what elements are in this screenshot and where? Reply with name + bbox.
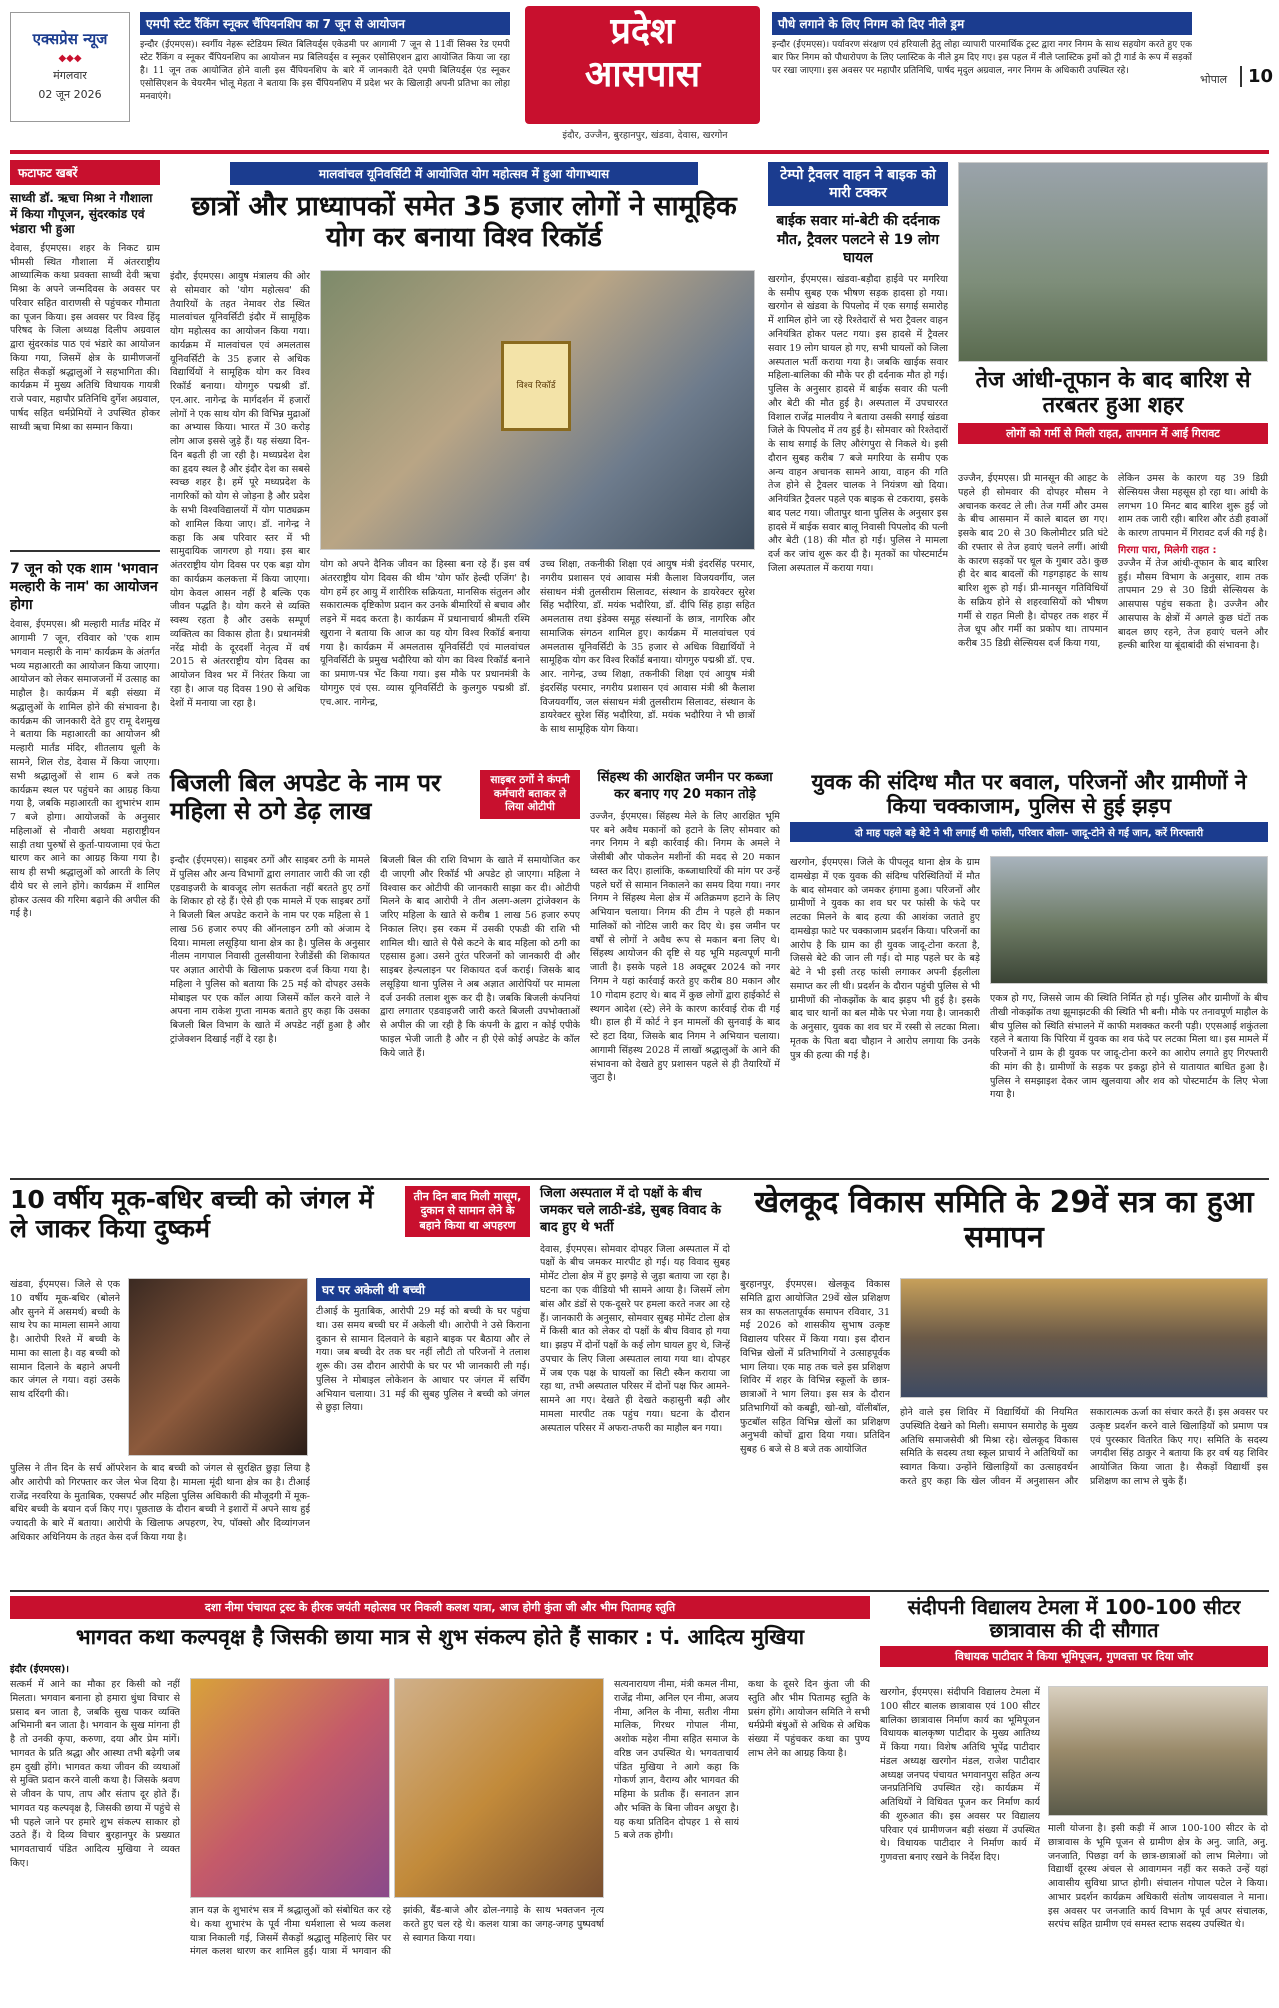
sports-col2: होने वाले इस शिविर में विद्यार्थियों की नियमित उपस्थिति देखने को मिली। समापन समारोह के मुख्य अतिथि समाजसेवी श्री मिश्रा रहे। खेलकूद विकास समिति के सदस्य तथा स्कूल प्राचार्य ने अतिथियों का स्वागत किया। उन्होंने खिलाड़ियों का उत्साहवर्धन करते हुए कहा कि खेल जीवन में अनुशासन और सकारात्मक ऊर्जा का संचार करते हैं। इस अवसर पर उत्कृष्ट प्रदर्शन करने वाले खिलाड़ियों को प्रमाण पत्र एवं पुरस्कार वितरित किए गए। समिति के सदस्य जगदीश सिंह ठाकुर ने बताया कि हर वर्ष यह शिविर आयोजित किया जाता है। सैकड़ों विद्यार्थी इस प्रशिक्षण का लाभ ले चुके हैं। — [900, 1407, 1268, 1487]
girl-text3: टीआई के मुताबिक, आरोपी 29 मई को बच्ची के घर पहुंचा था। उस समय बच्ची घर में अकेली थी। आरोपी ने उसे किराना दुकान से सामान दिलवाने के बहाने बाइक पर बैठाया और ले गया। जब बच्ची देर तक घर नहीं लौटी तो परिजनों ने तलाश शुरू की। उस दौरान आरोपी के घर पर भी जानकारी ली गई। पुलिस ने मोबाइल लोकेशन के आधार पर जंगल में सर्चिंग अभियान चलाया। 31 मई की सुबह पुलिस ने बच्ची को जंगल से छुड़ा लिया। — [316, 1306, 530, 1414]
youth-col1: खरगोन, ईएमएस। जिले के पीपलूद थाना क्षेत्र के ग्राम दामखेड़ा में एक युवक की संदिग्ध परिस्थितियों में मौत के बाद सोमवार को जमकर हंगामा हुआ। परिजनों और ग्रामीणों ने युवक का शव घर पर फांसी के फंदे पर लटका मिलने के बाद हत्या की आशंका जताते हुए दामखेड़ा फाटे पर चक्काजाम प्रदर्शन किया। परिजनों का आरोप है कि ग्राम का ही युवक जादू-टोना करता है, जिससे बेटे की जान ली गई। दो माह पहले घर के बड़े बेटे ने भी इसी तरह फांसी लगाकर अपनी ईहलीला समाप्त कर ली थी। प्रदर्शन के दौरान पहुंची पुलिस से भी ग्रामीणों की नोकझोंक के बाद झड़प भी हुई है। इसके बाद चार थानों का बल मौके पर भेजा गया है। जानकारी के अनुसार, युवक का शव घर में रस्सी से लटका मिला। मृतक के पिता बदा चौहान ने आरोप लगाया कि उनके पुत्र की हत्या की गई है। — [790, 857, 980, 1061]
bhagwat-col2: ज्ञान यज्ञ के शुभारंभ सत्र में श्रद्धालुओं को संबोधित कर रहे थे। कथा शुभारंभ के पूर्व नीमा धर्मशाला से भव्य कलश यात्रा निकाली गई, जिसमें सैकड़ों श्रद्धालु महिलाएं सिर पर मंगल कलश धारण कर शामिल हुईं। यात्रा में भगवान की झांकी, बैंड-बाजे और ढोल-नगाड़े के साथ भक्तजन नृत्य करते हुए चल रहे थे। कलश यात्रा का जगह-जगह पुष्पवर्षा से स्वागत किया गया। — [190, 1905, 604, 1958]
hospital-text: देवास, ईएमएस। सोमवार दोपहर जिला अस्पताल में दो पक्षों के बीच जमकर मारपीट हो गई। यह विवाद सुबह मोमेंट टोला क्षेत्र में हुए झगड़े से जुड़ा बताया जा रहा है। घटना का एक वीडियो भी सामने आया है। जिसमें लोग बांस और डंडों से एक-दूसरे पर हमला करते नजर आ रहे हैं। जानकारी के अनुसार, सोमवार सुबह मोमेंट टोला क्षेत्र में किसी बात को लेकर दो पक्षों के बीच विवाद हो गया था। झड़प में दोनों पक्षों के कई लोग घायल हुए थे, जिन्हें उपचार के लिए जिला अस्पताल लाया गया था। दोपहर में जब एक पक्ष के घायलों का सिटी स्कैन कराया जा रहा था, तभी अस्पताल परिसर में दोनों पक्ष फिर आमने-सामने आ गए। देखते ही देखते कहासुनी बढ़ी और मामला मारपीट तक पहुंच गया। घटना के दौरान अस्पताल परिसर में अफरा-तफरी का माहौल बन गया। — [540, 1243, 730, 1434]
girl-box: तीन दिन बाद मिली मासूम, दुकान से सामान लेने के बहाने किया था अपहरण — [405, 1186, 530, 1237]
youth-story — [790, 770, 1268, 1170]
storm-photo — [958, 162, 1268, 362]
sandipani-headline: संदीपनी विद्यालय टेमला में 100-100 सीटर छात्रावास की दी सौगात — [907, 1595, 1241, 1642]
youth-strap: दो माह पहले बड़े बेटे ने भी लगाई थी फांसी, परिवार बोला- जादू-टोने से गई जान, करें गिरफ्तारी — [790, 822, 1268, 842]
yoga-story — [170, 162, 758, 762]
girl-subbox — [316, 1278, 530, 1578]
bijli-headline: बिजली बिल अपडेट के नाम पर महिला से ठगे डेढ़ लाख — [170, 769, 441, 825]
bhagwat-col1: सत्कर्म में आने का मौका हर किसी को नहीं मिलता। भगवान बनाना हो हमारा धुंधा विचार से प्रसाद बन जाता है, जबकि सुख पाकर व्यक्ति अभिमानी बन जाता है। भगवान के सुख मांगना ही है तो उनकी कृपा, करुणा, दया और प्रेम मांगें। भागवत के प्रति श्रद्धा और आस्था तभी बढ़ेगी जब हम दुखी होंगे। भागवत कथा जीवन की व्यथाओं से मुक्ति प्रदान करने वाली कथा है। जिसके श्रवण से जीवन के पाप, ताप और संताप दूर होते हैं। भागवत यह कल्पवृक्ष है, जिसकी छाया में पहुंचे से भी पहले जाने पर हमारे शुभ संकल्प साकार हो उठते हैं। ये दिव्य विचार बुरहानपुर के प्रख्यात भागवताचार्य पंडित आदित्य मुखिया ने व्यक्त किए। — [10, 1679, 180, 1869]
storm-col2-wrap — [1118, 472, 1268, 760]
brand-title-1: प्रदेश — [610, 11, 675, 52]
divider — [10, 550, 160, 552]
masthead-left — [10, 12, 130, 122]
ornament-icon: ◆◆◆ — [58, 53, 82, 64]
masthead-rule — [10, 150, 1269, 154]
cities-line: इंदौर, उज्जैन, बुरहानपुर, खंडवा, देवास, खरगोन — [562, 130, 728, 141]
paper-name: एक्सप्रेस न्यूज — [32, 30, 108, 48]
sports-col1: बुरहानपुर, ईएमएस। खेलकूद विकास समिति द्वारा आयोजित 29वें खेल प्रशिक्षण सत्र का सफलतापूर्वक समापन रविवार, 31 मई 2026 को शासकीय सुभाष उत्कृष्ट विद्यालय परिसर में किया गया। इस दौरान विभिन्न खेलों में प्रतिभागियों ने उत्साहपूर्वक भाग लिया। एक माह तक चले इस प्रशिक्षण शिविर में शहर के विभिन्न स्कूलों के छात्र-छात्राओं ने भाग लिया। इस सत्र के दौरान प्रतिभागियों को कबड्डी, खो-खो, वॉलीबॉल, फुटबॉल सहित विभिन्न खेलों का प्रशिक्षण अनुभवी कोचों द्वारा दिया गया। प्रतिदिन सुबह 6 बजे से 8 बजे तक आयोजित — [740, 1279, 890, 1456]
bijli-col2: बिजली बिल की राशि विभाग के खाते में समायोजित कर दी जाएगी और रिकॉर्ड भी अपडेट हो जाएगा। महिला ने विश्वास कर ओटीपी की जानकारी साझा कर दी। ओटीपी मिलने के बाद आरोपी ने तीन अलग-अलग ट्रांजेक्शन के जरिए महिला के खाते से करीब 1 लाख 56 हजार रुपए निकाल लिए। इस रकम में उसकी एफडी की राशि भी शामिल थी। खाते से पैसे कटने के बाद महिला को ठगी का एहसास हुआ। उसने तुरंत परिजनों को जानकारी दी और साइबर हेल्पलाइन पर शिकायत दर्ज कराई। जिसके बाद लसूड़िया थाना पुलिस ने अब अज्ञात आरोपियों पर मामला दर्ज उनकी तलाश शुरू कर दी है। जबकि बिजली कंपनियां द्वारा लगातार एडवाइजरी जारी करते बिजली उपभोक्ताओं से अपील की जा रही है कि कंपनी के द्वारा न कोई एपीके फाइल भेजी जाती है और न ही ऐसे कोई अपडेट के कॉल किये जाते हैं। — [380, 855, 580, 1059]
bhagwat-story — [10, 1596, 870, 2001]
yoga-headline: छात्रों और प्राध्यापकों समेत 35 हजार लोगों ने सामूहिक योग कर बनाया विश्व रिकॉर्ड — [191, 191, 737, 254]
storm-story — [958, 162, 1268, 762]
bhagwat-photo-1 — [190, 1678, 390, 1898]
girl-text1: खंडवा, ईएमएस। जिले से एक 10 वर्षीय मूक-बधिर (बोलने और सुनने में असमर्थ) बच्ची के साथ रेप का मामला सामने आया है। आरोपी रिश्ते में बच्ची के मामा का साला है। वह बच्ची को सामान दिलाने के बहाने अपनी कार जंगल ले गया। वहां उसके साथ दरिंदगी की। — [10, 1279, 120, 1401]
section-rule-2 — [10, 1590, 1269, 1592]
certificate-icon: विश्व रिकॉर्ड — [501, 341, 571, 431]
page-city: भोपाल — [1200, 73, 1228, 86]
tempo-headline: टेम्पो ट्रैवलर वाहन ने बाइक को मारी टक्कर — [768, 162, 948, 206]
girl-text2: पुलिस ने तीन दिन के सर्च ऑपरेशन के बाद बच्ची को जंगल से सुरक्षित छुड़ा लिया है और आरोपी को गिरफ्तार कर जेल भेज दिया है। मामला मूंदी थाना क्षेत्र का है। टीआई राजेंद्र नरवरिया के मुताबिक, एक्सपर्ट और महिला पुलिस अधिकारी की मौजूदगी में मूक-बधिर बच्ची के बयान दर्ज किए गए। पूछताछ के दौरान बच्ची ने इशारों में अपने साथ हुई ज्यादती के बारे में बताया। आरोपी के खिलाफ अपहरण, रेप, पॉक्सो और दिव्यांगजन अधिकार अधिनियम के तहत केस दर्ज किया गया है। — [10, 1463, 310, 1543]
fatafat-story2-headline: 7 जून को एक शाम 'भगवान मल्हारी के नाम' का आयोजन होगा — [10, 560, 158, 614]
girl-illustration — [128, 1278, 308, 1456]
sports-headline: खेलकूद विकास समिति के 29वें सत्र का हुआ समापन — [754, 1185, 1254, 1255]
weekday: मंगलवार — [53, 69, 87, 82]
bhagwat-headline: भागवत कथा कल्पवृक्ष है जिसकी छाया मात्र से शुभ संकल्प होते हैं साकार : पं. आदित्य मुखिया — [75, 1625, 805, 1649]
yoga-col3: योग को अपने दैनिक जीवन का हिस्सा बना रहे हैं। इस वर्ष अंतरराष्ट्रीय योग दिवस की थीम 'योग फॉर हेल्दी एजिंग' है। योग हमें हर आयु में शारीरिक सक्रियता, मानसिक संतुलन और सकारात्मक दृष्टिकोण प्रदान कर उनके बीमारियों से बचाव और लड़ने में मदद करता है। कार्यक्रम में प्रधानाचार्य श्रीमती रश्मि खुराना ने बताया कि आज का यह योग विश्व रिकॉर्ड बनाया गया है। कार्यक्रम में अमलतास यूनिवर्सिटी एवं मालवांचल यूनिवर्सिटी के प्रमुख भदौरिया को योग का विश्व रिकॉर्ड बनाने का प्रमाण-पत्र भेंट किया गया। इस मौके पर प्रधानमंत्री के योगगुरु एवं एस. व्यास यूनिवर्सिटी के कुलगुरु पद्मश्री डॉ. एच.आर. नागेन्द्र, — [320, 559, 530, 708]
sandipani-photo — [1048, 1686, 1268, 1816]
girl-story — [10, 1186, 530, 1586]
storm-headline: तेज आंधी-तूफान के बाद बारिश से तरबतर हुआ शहर — [975, 368, 1251, 419]
tempo-story — [768, 162, 948, 762]
youth-headline: युवक की संदिग्ध मौत पर बवाल, परिजनों और ग्रामीणों ने किया चक्काजाम, पुलिस से हुई झड़प — [811, 770, 1247, 819]
bijli-col1: इन्दौर (ईएमएस)। साइबर ठगों और साइबर ठगी के मामले में पुलिस और अन्य विभागों द्वारा लगातार जारी की जा रही एडवाइजरी के बावजूद लोग सतर्कता नहीं बरतते हुए ठगों के शिकार हो रहे हैं। ऐसे ही एक मामले में एक साइबर ठगों ने बिजली बिल अपडेट कराने के नाम पर एक महिला से 1 लाख 56 हजार रुपए की ऑनलाइन ठगी को अंजाम दे दिया। मामला लसूड़िया थाना क्षेत्र का है। पुलिस के अनुसार नीलम नागपाल निवासी तुलसीयाना रेजीडेंसी की शिकायत पर अज्ञात आरोपी के खिलाफ प्रकरण दर्ज किया गया है। महिला ने पुलिस को बताया कि 25 मई को दोपहर उसके मोबाइल पर एक कॉल आया जिसमें कॉल करने वाले ने अपना नाम राकेश गुप्ता नामक बताते हुए कहा कि उसका बिजली बिल विभाग के खाते में अपडेट नहीं हुआ है और ट्रांजेक्शन दिखाई नहीं दे रहा है। — [170, 855, 370, 1045]
masthead — [0, 0, 1279, 142]
bhagwat-col3: सत्यनारायण नीमा, मंत्री कमल नीमा, राजेंद्र नीमा, अनिल एन नीमा, अजय नीमा, अनिल के नीमा, सतीश नीमा मालिक, गिरधर गोपाल नीमा, अशोक महेश नीमा सहित समाज के वरिष्ठ जन उपस्थित थे। भगवताचार्य पंडित मुखिया ने आगे कहा कि गोकर्ण ज्ञान, वैराग्य और भागवत की महिमा के प्रतीक हैं। सनातन ज्ञान और भक्ति के बिना जीवन अधूरा है। यह कथा प्रतिदिन दोपहर 1 से सायं 5 बजे तक होगी। — [614, 1679, 739, 1842]
bijli-story — [170, 770, 580, 1170]
bhagwat-col4: कथा के दूसरे दिन कुंता जी की स्तुति और भीम पितामह स्तुति के प्रसंग होंगे। आयोजन समिति ने सभी धर्मप्रेमी बंधुओं से अधिक से अधिक संख्या में पहुंचकर कथा का पुण्य लाभ लेने का आग्रह किया है। — [748, 1679, 870, 1759]
fatafat-label: फटाफट खबरें — [10, 160, 160, 185]
storm-col2: लेकिन उमस के कारण यह 39 डिग्री सेल्सियस जैसा महसूस हो रहा था। आंधी के लगभग 10 मिनट बाद बारिश शुरू हुई जो शाम तक जारी रही। बारिश और ठंडी हवाओं के कारण तापमान में गिरावट दर्ज की गई है। — [1118, 473, 1268, 540]
youth-col2: एकत्र हो गए, जिससे जाम की स्थिति निर्मित हो गई। पुलिस और ग्रामीणों के बीच तीखी नोकझोंक तथा झूमाझटकी की स्थिति भी बनी। मौके पर तनावपूर्ण माहौल के बीच पुलिस को स्थिति संभालने में काफी मशक्कत करनी पड़ी। एएसआई शकुंतला रहले ने बताया कि पिरिया में युवक का शव फंदे पर लटका मिला था। इस मामले में परिजनों ने ग्राम के ही युवक पर जादू-टोना करने का आरोप लगाते हुए गिरफ्तारी की मांग की है। ग्रामीणों के सड़क पर इकट्ठा होने से यातायात बाधित हुआ है। पुलिस ने समझाइश देकर जाम खुलवाया और शव को पोस्टमार्टम के लिए भेजा गया है। — [990, 993, 1268, 1101]
top-right-story — [772, 12, 1192, 130]
girl-headline: 10 वर्षीय मूक-बधिर बच्ची को जंगल में ले जाकर किया दुष्कर्म — [10, 1185, 374, 1243]
top-left-headline: एमपी स्टेट रैंकिंग स्नूकर चैंपियनशिप का 7 जून से आयोजन — [140, 12, 510, 35]
top-left-text: इन्दौर (ईएमएस)। स्वर्गीय नेहरू स्टेडियम स्थित बिलियर्ड्स एकेडमी पर आगामी 7 जून से 11वीं सिक्स रेड एमपी स्टेट रैंकिंग व स्नूकर चैंपियनशिप का आयोजन मप्र बिलियर्ड्स व स्नूकर एसोसिएशन द्वारा आयोजित किया जा रहा है। 11 जून तक आयोजित होने वाली इस चैंपियनशिप के बारे में जानकारी देते एमपी बिलियर्ड्स एंड स्नूकर एसोसिएशन के चेयरमैन भोलू मेहता ने बताया कि इस चैंपियनशिप में प्रदेश भर के खिलाड़ी अपनी प्रतिभा का लोहा मनवाएंगे। — [140, 40, 510, 103]
tempo-text: खरगोन, ईएमएस। खंडवा-बड़ौदा हाईवे पर मगरिया के समीप सुबह एक भीषण सड़क हादसा हो गया। खरगोन से खंडवा के पिपलोद में एक सगाई समारोह में शामिल होने जा रहे रिश्तेदारों से भरा ट्रैवलर वाहन अनियंत्रित होकर पलट गया। इस हादसे में ट्रैवलर सवार 19 लोग घायल हो गए, सभी घायलों को जिला अस्पताल भर्ती कराया गया है। जबकि खाईक सवार महिला-बालिका की मौके पर ही दर्दनाक मौत हो गई। पुलिस के अनुसार हादसे में बाईक सवार की पत्नी और बेटी की मौत हुई है। अस्पताल में उपचाररत विशाल राजेंद्र मालवीय ने बताया उसकी सगाई खंडवा जिले के पिपलोद में तय हुई है। सोमवार को रिश्तेदारों के साथ सगाई के लिए औरंगपुरा से निकले थे। इसी दौरान सुबह करीब 7 बजे मगरिया के समीप एक अन्य वाहन अचानक सामने आया, वाहन की गति तेज होने से ट्रैवलर चालक ने नियंत्रण खो दिया। अनियंत्रित ट्रैवलर पहले एक बाइक से टकराया, इसके बाद पलट गया। जीतापुर थाना पुलिस के अनुसार इस हादसे में बाईक सवार बालू निवासी पिपलोद की पत्नी और बेटी (18) की मौत हो गई। पुलिस ने मामला दर्ज कर जांच शुरू कर दी है। मृतकों का पोस्टमार्टम जिला अस्पताल में कराया गया। — [768, 273, 948, 575]
fatafat-story2-text: देवास, ईएमएस। श्री मल्हारी मार्तंड मंदिर में आगामी 7 जून, रविवार को 'एक शाम भगवान मल्हारी के नाम' कार्यक्रम के अंतर्गत भव्य महाआरती का आयोजन किया जाएगा। आयोजन को लेकर समाजजनों में उत्साह का माहौल है। कार्यक्रम में बड़ी संख्या में श्रद्धालुओं के शामिल होने की संभावना है। कार्यक्रम की जानकारी देते हुए रामू देशमुख ने बताया कि महाआरती का आयोजन श्री मल्हारी मार्तंड मंदिर, शीतलाय धूली के सामने, शिल रोड, देवास में किया जाएगा। सभी श्रद्धालुओं से शाम 6 बजे तक कार्यक्रम स्थल पर पहुंचने का आग्रह किया गया है, जबकि महाआरती का शुभारंभ शाम 7 बजे होगा। आयोजकों के अनुसार महिलाओं से नौवारी अथवा महाराष्ट्रीयन साड़ी तथा पुरुषों से कुर्ता-पायजामा एवं फेटा धारण कर आने का आग्रह किया गया है। साथ ही सभी श्रद्धालुओं को आरती के लिए दीये घर से लाने होंगे। कार्यक्रम में शामिल होकर उत्सव की गरिमा बढ़ाने की अपील की गई है। — [10, 619, 160, 920]
storm-strap: लोगों को गर्मी से मिली राहत, तापमान में आई गिरावट — [958, 423, 1268, 444]
yoga-kicker: मालवांचल यूनिवर्सिटी में आयोजित योग महोत्सव में हुआ योगाभ्यास — [230, 162, 698, 185]
top-right-text: इन्दौर (ईएमएस)। पर्यावरण संरक्षण एवं हरियाली हेतु लोहा व्यापारी पारमार्थिक ट्रस्ट द्वारा नगर निगम के साथ सहयोग करते हुए एक बार फिर निगम को पौधारोपण के लिए प्लास्टिक के नीले ड्रम दिए गए। इस पहल में नीले प्लास्टिक ड्रमों को ट्री गार्ड के रूप में सड़कों पर रखा जाएगा। इस अवसर पर महापौर प्रतिनिधि, पार्षद मृदुल अग्रवाल, नगर निगम के अधिकारी उपस्थित रहे। — [772, 40, 1192, 77]
bijli-sidebox: साइबर ठगों ने कंपनी कर्मचारी बताकर ले लिया ओटीपी — [480, 770, 580, 819]
sandipani-col2: माली योजना है। इसी कड़ी में आज 100-100 सीटर के दो छात्रावास के भूमि पूजन से ग्रामीण क्षेत्र के अनु. जाति, अनु. जनजाति, पिछड़ा वर्ग के छात्र-छात्राओं को लाभ मिलेगा। जो विद्यार्थी दूरस्थ अंचल से आवागमन नहीं कर सकते उन्हें यहां आवासीय सुविधा प्राप्त होगी। संचालन गोपाल पटेल ने किया। आभार प्रदर्शन कार्यक्रम अधिकारी संतोष जायसवाल ने माना। इस अवसर पर जनजाति कार्य विभाग के पूर्व अपर संचालक, सरपंच सहित ग्रामीण एवं समस्त स्टाफ सदस्य उपस्थित थे। — [1048, 1823, 1268, 1931]
encroach-story — [590, 770, 780, 1170]
storm-col2b: उज्जैन में तेज आंधी-तूफान के बाद बारिश हुई। मौसम विभाग के अनुसार, शाम तक तापमान 29 से 30 डिग्री सेल्सियस के आसपास पहुंच सकता है। उज्जैन और आसपास के क्षेत्रों में अगले कुछ घंटों तक बादल छाए रहने, तेज हवाएं चलने और हल्की बारिश या बूंदाबांदी की संभावना है। — [1118, 557, 1268, 652]
hospital-story — [540, 1186, 730, 1586]
youth-photo — [990, 856, 1268, 984]
top-right-headline: पौधे लगाने के लिए निगम को दिए नीले ड्रम — [772, 12, 1192, 35]
bhagwat-dateline: इंदौर (ईएमएस)। — [10, 1664, 69, 1675]
yoga-col1: इंदौर, ईएमएस। आयुष मंत्रालय की ओर से सोमवार को 'योग महोत्सव' की तैयारियों के तहत नेमावर रोड स्थित मालवांचल यूनिवर्सिटी इंदौर में सामूहिक योग महोत्सव का आयोजन किया गया। कार्यक्रम में मालवांचल एवं अमलतास यूनिवर्सिटी के 35 हजार से अधिक विद्यार्थियों ने सामूहिक योग कर विश्व रिकॉर्ड बनाया। योगगुरु पद्मश्री डॉ. एन.आर. नागेन्द्र के मार्गदर्शन में हजारों लोगों ने एक साथ योग की विभिन्न मुद्राओं का अभ्यास किया। भारत में 30 करोड़ लोग आज इससे जुड़े हैं। यह संख्या दिन-दिन बढ़ती ही जा रही है। मध्यप्रदेश देश का हृदय स्थल है और इंदौर देश का सबसे स्वच्छ शहर है। हमें पूरे मध्यप्रदेश के नागरिकों को योग से जोड़ना है और प्रदेश के सभी विश्वविद्यालयों में योग पाठ्यक्रम को शामिल किया जाए। डॉ. नागेन्द्र ने कहा कि अब परिवार स्तर में भी सामुदायिक जागरण हो गया। इस बार अंतरराष्ट्रीय योग दिवस पर एक बड़ा योग का कार्यक्रम कलकत्ता में किया जाएगा। योग केवल आसन नहीं है बल्कि एक जीवन पद्धति है। योग करने से व्यक्ति स्वस्थ रहता है और उसके सम्पूर्ण व्यक्तित्व का विकास होता है। प्रधानमंत्री नरेंद्र मोदी के दूरदर्शी नेतृत्व में वर्ष 2015 से अंतरराष्ट्रीय योग दिवस का आयोजन विश्व भर में निरंतर किया जा रहा है। आज यह दिवस 190 से अधिक देशों में मनाया जा रहा है। — [170, 271, 310, 709]
section-rule — [10, 1178, 1269, 1180]
bhagwat-banner: दशा नीमा पंचायत ट्रस्ट के हीरक जयंती महोत्सव पर निकली कलश यात्रा, आज होगी कुंता जी और भीम पितामह स्तुति — [10, 1596, 870, 1619]
sandipani-story — [880, 1596, 1268, 2001]
page-number: 10 — [1240, 66, 1273, 87]
fatafat-story1-headline: साध्वी डॉ. ऋचा मिश्रा ने गौशाला में किया गौपूजन, सुंदरकांड एवं भंडारा भी हुआ — [10, 191, 153, 237]
fatafat-story1-text: देवास, ईएमएस। शहर के निकट ग्राम भीमसी स्थित गौशाला में अंतरराष्ट्रीय आध्यात्मिक कथा प्रवक्ता साध्वी देवी ऋचा मिश्रा के अपने जन्मदिवस के अवसर पर परिवार सहित वाराणसी से पहुंचकर गौमाता का पूजन किया। इस अवसर पर विश्व हिंदू परिषद के जिला अध्यक्ष दिलीप अग्रवाल द्वारा सुंदरकांड पाठ एवं भंडारे का आयोजन किया गया, जिसमें क्षेत्र के ग्रामीणजनों सहित सैकड़ों श्रद्धालुओं ने सहभागिता की। कार्यक्रम में मुख्य अतिथि विधायक गायत्री राजे पवार, महापौर प्रतिनिधि दुर्गेश अग्रवाल, पार्षद सहित धर्मप्रेमियों ने उपस्थित होकर साध्वी ऋचा मिश्रा का सम्मान किया। — [10, 242, 160, 433]
brand-title-2: आसपास — [584, 54, 701, 96]
sandipani-col1: खरगोन, ईएमएस। संदीपनि विद्यालय टेमला में 100 सीटर बालक छात्रावास एवं 100 सीटर बालिका छात्रावास निर्माण कार्य का भूमिपूजन विधायक बालकृष्ण पाटीदार के मुख्य आतिथ्य में किया गया। विशेष अतिथि भूपेंद्र पाटीदार मंडल अध्यक्ष खरगोन मंडल, राजेश पाटीदार अध्यक्ष जनपद पंचायत भगवानपुरा सहित अन्य जनप्रतिनिधि उपस्थित रहे। कार्यक्रम में अतिथियों ने विधिवत पूजन कर निर्माण कार्य की शुरुआत की। इस अवसर पर विद्यालय परिवार एवं ग्रामीणजन बड़ी संख्या में उपस्थित थे। विधायक पाटीदार ने निर्माण कार्य में गुणवत्ता बनाए रखने के निर्देश दिए। — [880, 1687, 1040, 1864]
girl-subhead: घर पर अकेली थी बच्ची — [316, 1278, 530, 1301]
sports-story — [740, 1186, 1268, 1586]
brand-box — [525, 6, 760, 124]
encroach-headline: सिंहस्थ की आरक्षित जमीन पर कब्जा कर बनाए गए 20 मकान तोड़े — [597, 770, 773, 802]
storm-subhead: गिरगा पारा, मिलेगी राहत : — [1118, 544, 1217, 556]
encroach-text: उज्जैन, ईएमएस। सिंहस्थ मेले के लिए आरक्षित भूमि पर बने अवैध मकानों को हटाने के लिए सोमवार को नगर निगम ने बड़ी कार्रवाई की। निगम के अमले ने जेसीबी और पोकलेन मशीनों की मदद से 20 मकान ध्वस्त कर दिए। हालांकि, कब्जाधारियों की मांग पर उन्हें पहले घरों से सामान निकालने का समय दिया गया। नगर निगम ने सिंहस्थ मेला क्षेत्र में अतिक्रमण हटाने के लिए अभियान चलाया। निगम की टीम ने पहले ही मकान मालिकों को नोटिस जारी कर दिए थे। इस जमीन पर वर्षों से लोगों ने अवैध रूप से मकान बना लिए थे। सिंहस्थ आयोजन की दृष्टि से यह भूमि महत्वपूर्ण मानी जाती है। इसके पहले 18 अक्टूबर 2024 को नगर निगम ने यहां कार्रवाई करते हुए करीब 80 मकान और 10 गोदाम हटाए थे। बाद में कुछ लोगों द्वारा हाईकोर्ट से स्थगन आदेश (स्टे) लेने के कारण कार्रवाई रोक दी गई थी। हाल ही में कोर्ट ने इन मामलों की सुनवाई के बाद स्टे हटा दिया, जिसके बाद निगम ने अभियान चलाया। आगामी सिंहस्थ 2028 में लाखों श्रद्धालुओं के आने की संभावना को देखते हुए प्रशासन पहले से ही तैयारियों में जुटा है। — [590, 810, 780, 1084]
edition-date: 02 जून 2026 — [38, 88, 102, 101]
sports-photo — [900, 1278, 1268, 1398]
sandipani-strap: विधायक पाटीदार ने किया भूमिपूजन, गुणवत्ता पर दिया जोर — [880, 1646, 1268, 1667]
yoga-col4: उच्च शिक्षा, तकनीकी शिक्षा एवं आयुष मंत्री इंदरसिंह परमार, नगरीय प्रशासन एवं आवास मंत्री कैलाश विजयवर्गीय, जल संसाधन मंत्री तुलसीराम सिलावट, संस्थान के डायरेक्टर सुरेश सिंह भदौरिया, डॉ. मयंक भदौरिया, डॉ. दीपि सिंह हाड़ा सहित अमलतास तथा इंडेक्स समूह संस्थानों के छात्र, नागरिक और सामाजिक संगठन शामिल हुए। कार्यक्रम में मालवांचल एवं अमलतास यूनिवर्सिटी के 35 हजार से अधिक विद्यार्थियों ने सामूहिक योग कर विश्व रिकॉर्ड बनाया। योगगुरु पद्मश्री डॉ. एच. आर. नागेन्द्र, उच्च शिक्षा, तकनीकी शिक्षा एवं आयुष मंत्री इंदरसिंह परमार, नगरीय प्रशासन एवं आवास मंत्री श्री कैलाश विजयवर्गीय, जल संसाधन मंत्री तुलसीराम सिलावट, संस्थान के डायरेक्टर सुरेश सिंह भदौरिया, डॉ. मयंक भदौरिया ने भी छात्रों के साथ सामूहिक योग किया। — [540, 559, 755, 736]
fatafat-column — [10, 160, 160, 1160]
yoga-photo — [320, 270, 755, 550]
tempo-subhead: बाईक सवार मां-बेटी की दर्दनाक मौत, ट्रैवलर पलटने से 19 लोग घायल — [776, 213, 940, 266]
top-left-story — [140, 12, 510, 130]
hospital-headline: जिला अस्पताल में दो पक्षों के बीच जमकर चले लाठी-डंडे, सुबह विवाद के बाद हुए थे भर्ती — [540, 1186, 721, 1235]
storm-col1: उज्जैन, ईएमएस। प्री मानसून की आहट के पहले ही सोमवार की दोपहर मौसम ने अचानक करवट ले ली। तेज गर्मी और उमस के बीच आसमान में काले बादल छा गए। इसके बाद 20 से 30 किलोमीटर प्रति घंटे की रफ्तार से तेज हवाएं चलने लगीं। आंधी के कारण सड़कों पर धूल के गुबार उठे। कुछ ही देर बाद बादलों की गड़गड़ाहट के साथ बारिश शुरू हो गई। प्री-मानसून गतिविधियों के सक्रिय होने से शहरवासियों को भीषण गर्मी से राहत मिली है। दोपहर तक शहर में तेज धूप और गर्मी का प्रकोप था। तापमान करीब 35 डिग्री सेल्सियस दर्ज किया गया, — [958, 473, 1108, 650]
bhagwat-photo-2 — [394, 1678, 604, 1898]
